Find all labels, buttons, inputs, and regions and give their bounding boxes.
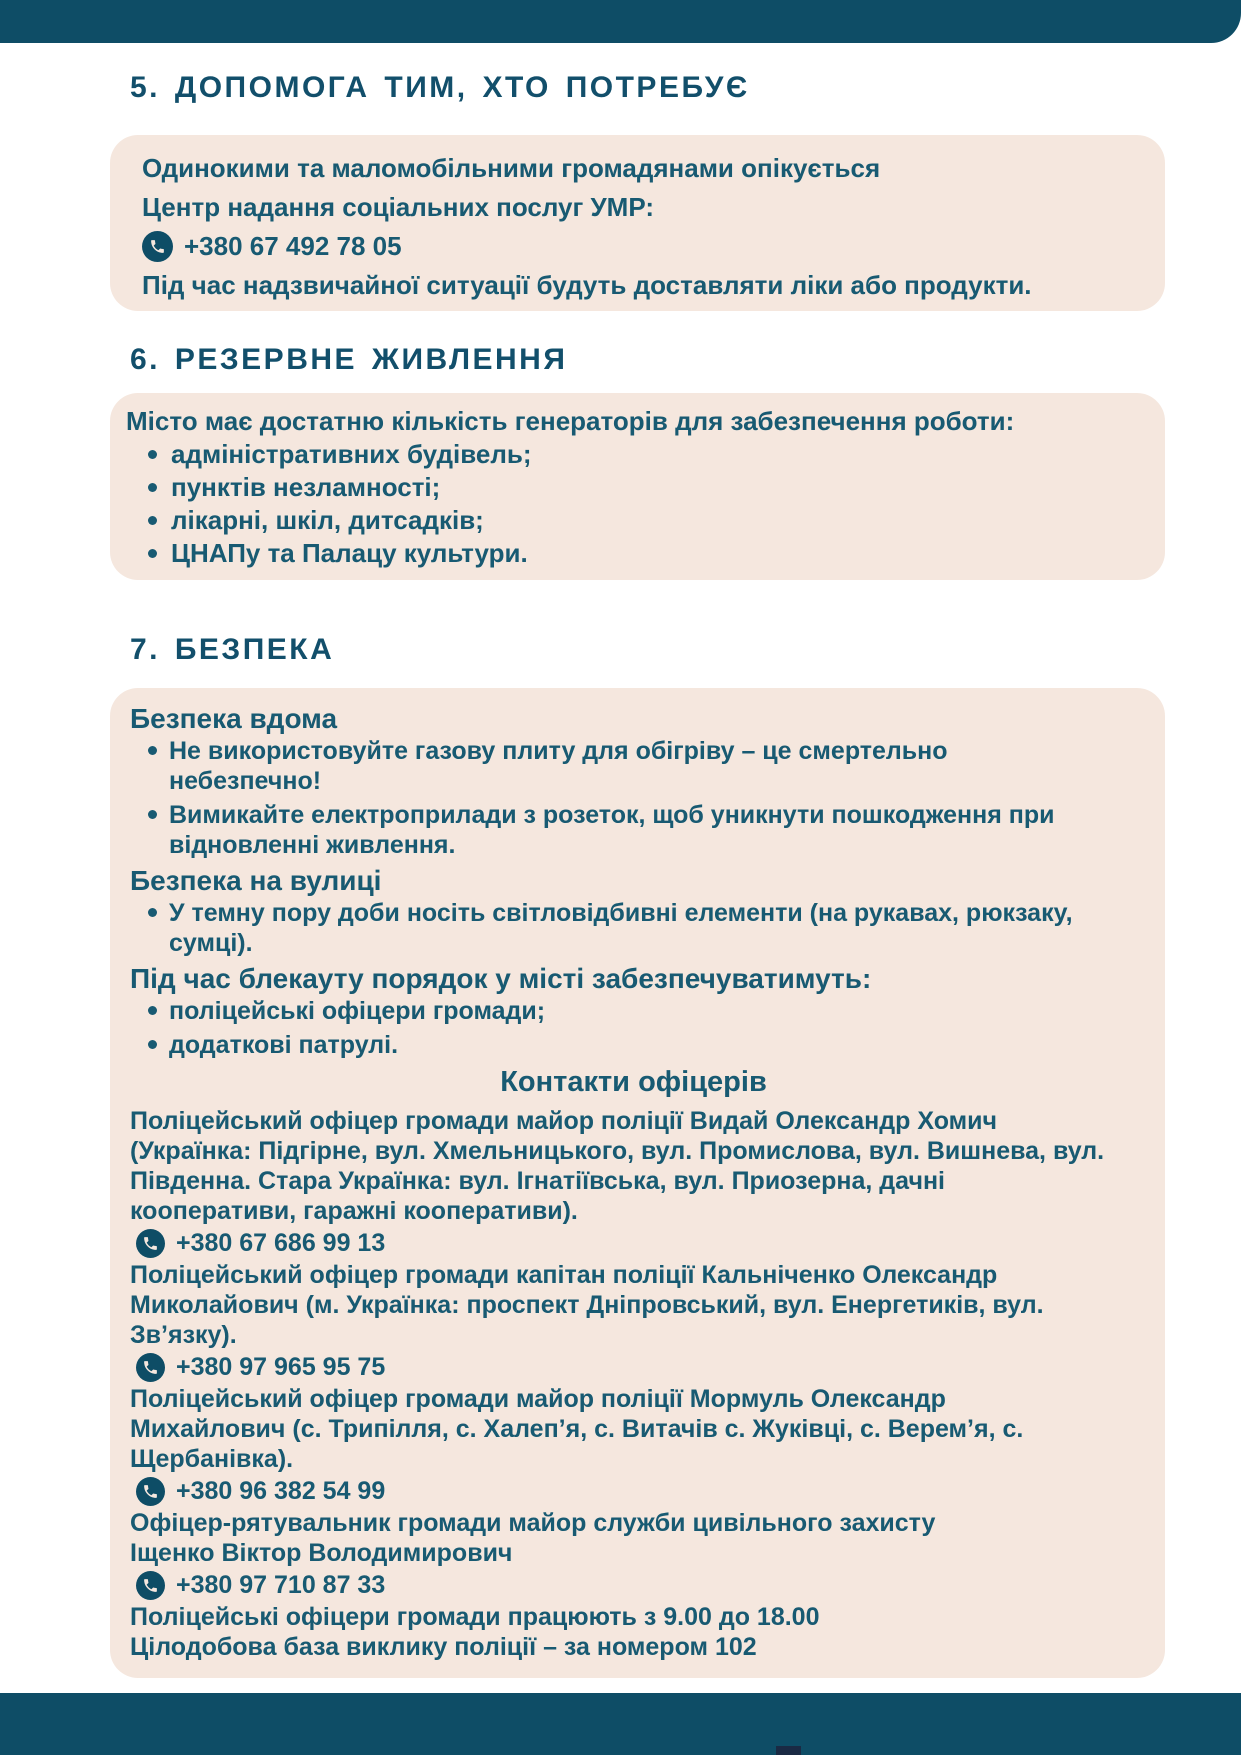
footer-logo-notch: [776, 1746, 801, 1755]
phone-number: +380 97 965 95 75: [176, 1353, 386, 1381]
list-item: [130, 898, 1137, 958]
phone-icon: [136, 1571, 165, 1600]
contacts-heading: Контакти офіцерів: [500, 1066, 767, 1098]
subheading-home-safety: Безпека вдома: [130, 703, 338, 734]
list-item: [126, 537, 1137, 570]
phone-icon: [136, 1353, 165, 1382]
bullet-dot: [148, 746, 157, 755]
bullet-dot: [148, 810, 157, 819]
list-item-text: Не використовуйте газову плиту для обігріву – це смертельно небезпечно!: [169, 737, 948, 795]
card-text-line: Під час надзвичайної ситуації будуть доставляти ліки або продукти.: [142, 270, 1032, 300]
list-item-text: пунктів незламності;: [171, 472, 441, 502]
list-item-text: У темну пору доби носіть світловідбивні елементи (на рукавах, рюкзаку, сумці).: [169, 899, 1073, 957]
bullet-dot: [148, 549, 157, 558]
list-item-text: лікарні, шкіл, дитсадків;: [171, 505, 484, 535]
card-text-line: Одинокими та маломобільними громадянами опікується: [142, 153, 881, 183]
bullet-dot: [148, 483, 157, 492]
card-intro-line: Місто має достатню кількість генераторів для забезпечення роботи:: [126, 406, 1015, 436]
officer-block: Офіцер-рятувальник громади майор служби цивільного захисту Іщенко Віктор Володимирович +380 97 710 87 33: [130, 1508, 1137, 1602]
phone-row: [136, 1474, 1137, 1508]
list-item-text: адміністративних будівель;: [171, 439, 532, 469]
list-item: [130, 1030, 1137, 1060]
bullet-dot: [148, 1006, 157, 1015]
phone-row: [136, 1226, 1137, 1260]
bullet-dot: [148, 516, 157, 525]
phone-row: [136, 1568, 1137, 1602]
list-item-text: поліцейські офіцери громади;: [169, 997, 546, 1025]
card-text-line: Центр надання соціальних послуг УМР:: [142, 192, 655, 222]
phone-icon: [142, 231, 173, 262]
list-item-text: додаткові патрулі.: [169, 1031, 399, 1059]
officer-block: Поліцейський офіцер громади майор поліції Видай Олександр Хомич (Українка: Підгірне, вул. Хмельницького, вул. Промислова, вул. Вишнева, вул. Південна. Стара Українка: вул. Ігнатіївська, вул. Приозерна, дачні кооперативи, гаражні кооперативи). +380 67 686 99 13: [130, 1106, 1137, 1260]
section-6-title: 6. РЕЗЕРВНЕ ЖИВЛЕННЯ: [130, 343, 568, 376]
bullet-dot: [148, 1040, 157, 1049]
section-5-title: 5. ДОПОМОГА ТИМ, ХТО ПОТРЕБУЄ: [130, 71, 750, 104]
list-item: [130, 996, 1137, 1026]
phone-number: +380 96 382 54 99: [176, 1477, 386, 1505]
subheading-blackout-order: Під час блекауту порядок у місті забезпечуватимуть:: [130, 963, 872, 994]
police-call-line: Цілодобова база виклику поліції – за номером 102: [130, 1633, 757, 1661]
list-item: [130, 800, 1137, 860]
list-item: [126, 438, 1137, 471]
section-7-card: [110, 688, 1165, 1678]
section-7-title: 7. БЕЗПЕКА: [130, 633, 335, 666]
phone-number: +380 67 492 78 05: [184, 231, 402, 261]
page-content: [0, 43, 1241, 1678]
phone-icon: [136, 1477, 165, 1506]
section-6-card: [110, 393, 1165, 580]
list-item: [126, 504, 1137, 537]
phone-icon: [136, 1229, 165, 1258]
bullet-dot: [148, 450, 157, 459]
footer-bar: [0, 1693, 1241, 1755]
list-item-text: ЦНАПу та Палацу культури.: [171, 538, 528, 568]
bullet-dot: [148, 908, 157, 917]
phone-number: +380 67 686 99 13: [176, 1229, 386, 1257]
phone-row: [136, 1350, 1137, 1384]
officer-block: Поліцейський офіцер громади капітан поліції Кальніченко Олександр Миколайович (м. Українка: проспект Дніпровський, вул. Енергетиків, вул. Зв’язку). +380 97 965 95 75: [130, 1260, 1137, 1384]
list-item-text: Вимикайте електроприлади з розеток, щоб уникнути пошкодження при відновленні живлення.: [169, 801, 1055, 859]
phone-row: [142, 227, 1135, 266]
top-bar: [0, 0, 1241, 43]
subheading-street-safety: Безпека на вулиці: [130, 865, 382, 896]
section-5-card: [110, 135, 1165, 311]
phone-number: +380 97 710 87 33: [176, 1571, 386, 1599]
working-hours-line: Поліцейські офіцери громади працюють з 9.00 до 18.00: [130, 1603, 820, 1631]
list-item: [126, 471, 1137, 504]
officer-block: Поліцейський офіцер громади майор поліції Мормуль Олександр Михайлович (с. Трипілля, с. Халеп’я, с. Витачів с. Жуківці, с. Верем’я, с. Щербанівка). +380 96 382 54 99: [130, 1384, 1137, 1508]
list-item: [130, 736, 1137, 796]
